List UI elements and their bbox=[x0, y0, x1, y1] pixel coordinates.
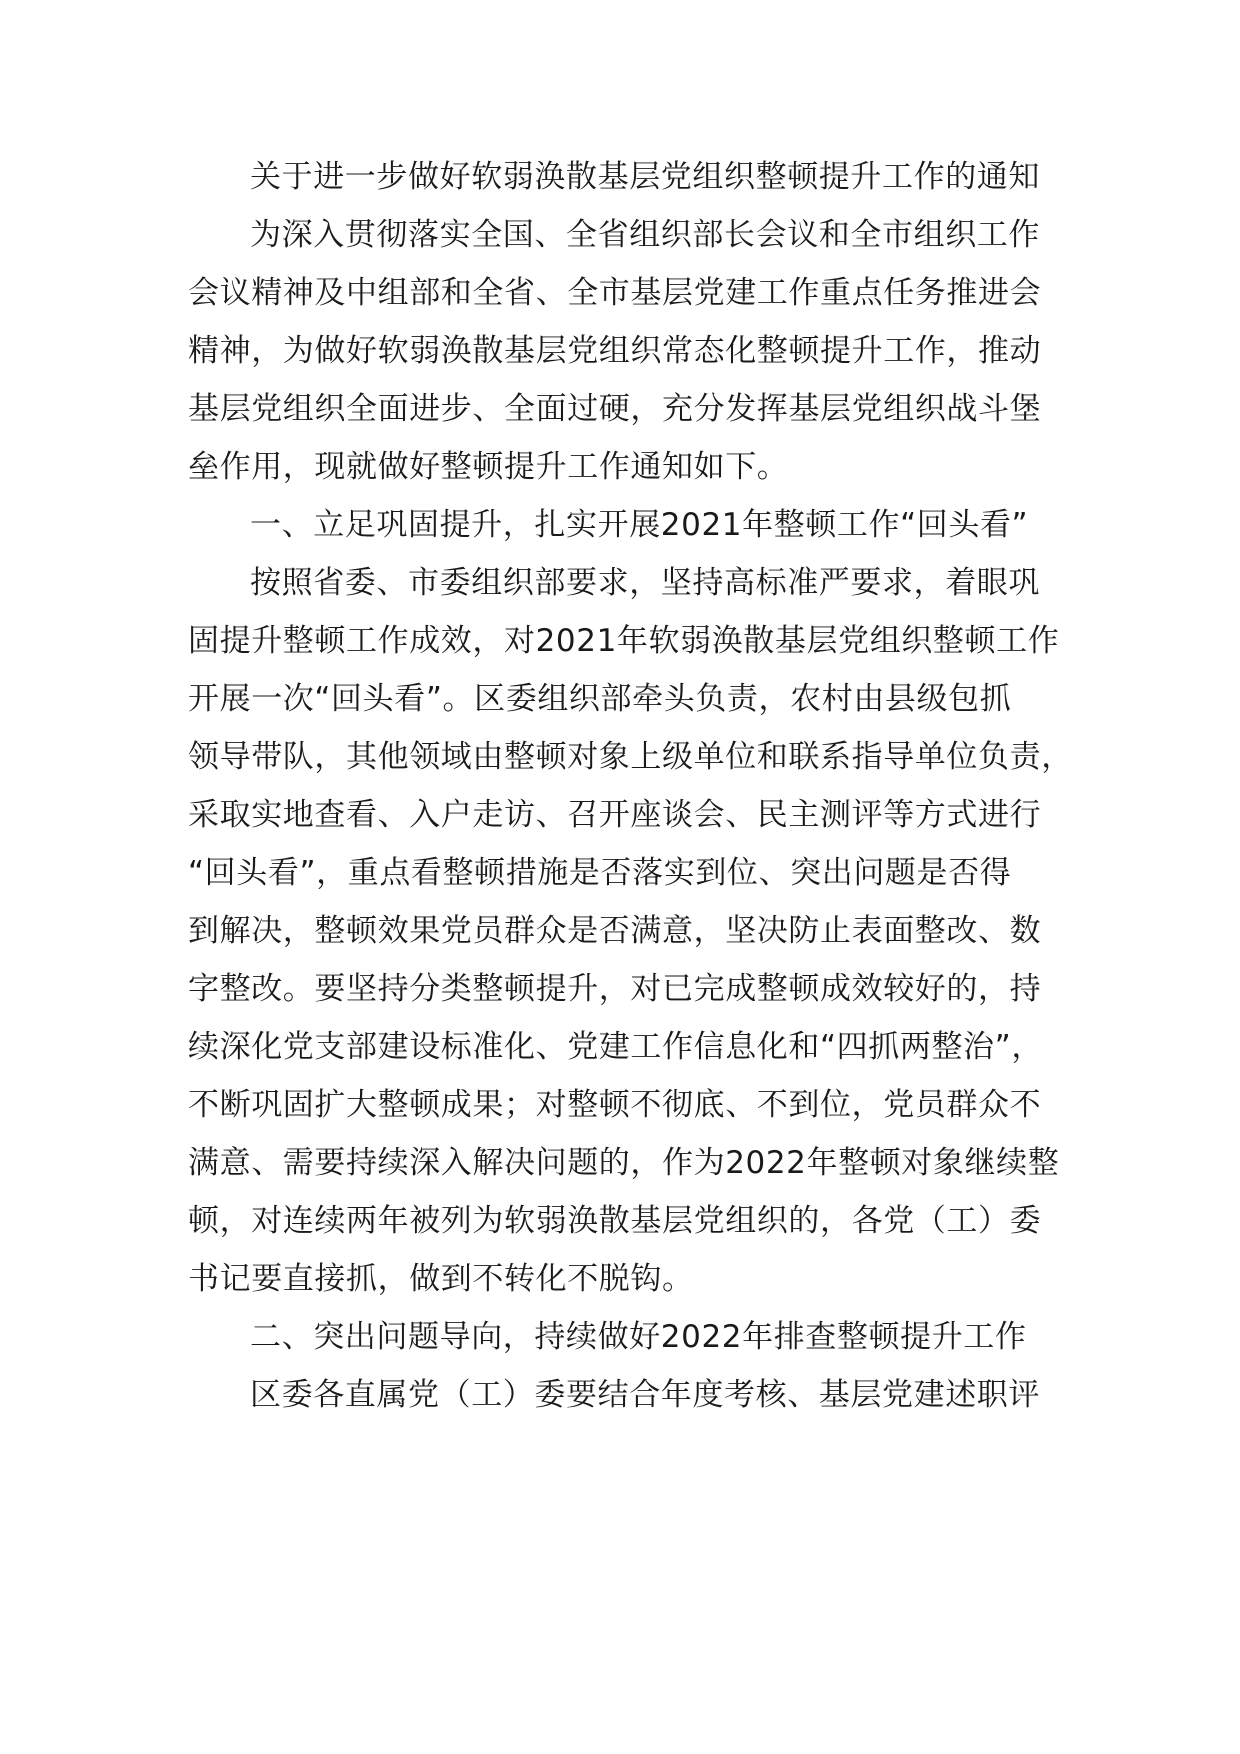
document-title: 关于进一步做好软弱涣散基层党组织整顿提升工作的通知 bbox=[250, 159, 1040, 195]
paragraph-line: 精神，为做好软弱涣散基层党组织常态化整顿提升工作，推动 bbox=[188, 333, 1042, 369]
paragraph-line: “回头看”，重点看整顿措施是否落实到位、突出问题是否得 bbox=[188, 855, 1012, 891]
paragraph-line: 为深入贯彻落实全国、全省组织部长会议和全市组织工作 bbox=[250, 217, 1040, 253]
paragraph-line: 到解决，整顿效果党员群众是否满意，坚决防止表面整改、数 bbox=[188, 913, 1042, 949]
paragraph-line: 开展一次“回头看”。区委组织部牵头负责，农村由县级包抓 bbox=[188, 681, 1012, 717]
section-heading: 二、突出问题导向，持续做好2022年排查整顿提升工作 bbox=[250, 1319, 1027, 1355]
paragraph-line: 固提升整顿工作成效，对2021年软弱涣散基层党组织整顿工作 bbox=[188, 623, 1060, 659]
paragraph-line: 会议精神及中组部和全省、全市基层党建工作重点任务推进会 bbox=[188, 275, 1042, 311]
paragraph-line: 垒作用，现就做好整顿提升工作通知如下。 bbox=[188, 449, 789, 485]
paragraph-line: 顿，对连续两年被列为软弱涣散基层党组织的，各党（工）委 bbox=[188, 1203, 1042, 1239]
paragraph-line: 字整改。要坚持分类整顿提升，对已完成整顿成效较好的，持 bbox=[188, 971, 1042, 1007]
paragraph-line: 满意、需要持续深入解决问题的，作为2022年整顿对象继续整 bbox=[188, 1145, 1060, 1181]
section-heading: 一、立足巩固提升，扎实开展2021年整顿工作“回头看” bbox=[250, 507, 1029, 543]
paragraph-line: 书记要直接抓，做到不转化不脱钩。 bbox=[188, 1261, 694, 1297]
paragraph-line: 采取实地查看、入户走访、召开座谈会、民主测评等方式进行 bbox=[188, 797, 1042, 833]
paragraph-line: 不断巩固扩大整顿成果；对整顿不彻底、不到位，党员群众不 bbox=[188, 1087, 1042, 1123]
paragraph-line: 领导带队，其他领域由整顿对象上级单位和联系指导单位负责， bbox=[188, 739, 1073, 775]
paragraph-line: 续深化党支部建设标准化、党建工作信息化和“四抓两整治”， bbox=[188, 1029, 1043, 1065]
paragraph-line: 按照省委、市委组织部要求，坚持高标准严要求，着眼巩 bbox=[250, 565, 1040, 601]
paragraph-line: 区委各直属党（工）委要结合年度考核、基层党建述职评 bbox=[250, 1377, 1040, 1413]
paragraph-line: 基层党组织全面进步、全面过硬，充分发挥基层党组织战斗堡 bbox=[188, 391, 1042, 427]
